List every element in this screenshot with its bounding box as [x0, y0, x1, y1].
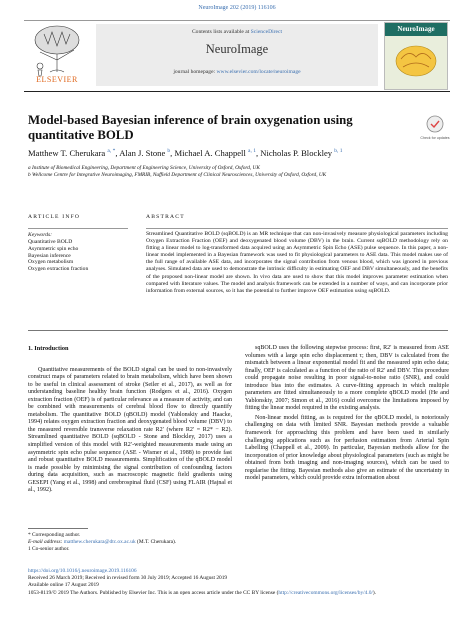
body-paragraph: sqBOLD uses the following stepwise process: first, R2′ is measured from ASE volumes with a large spin echo displacement τ; then, DBV is calculated from the mismatch between a linear exponential model fit and the measured spin echo data; finally, OEF is calculated as a function of the ratio of R2′ and DBV. This procedure could propagate noise resulting in poor signal-to-noise ratio (SNR), and could introduce bias into the estimates. A curve-fitting approach in which multiple parameters are fitted simultaneously to a more complete qBOLD model (He and Yablonskiy, 2007; Simon et al., 2016) could overcome the limitations imposed by fitting the linear model required in the existing analysis. [245, 345, 449, 412]
author-affiliation-link[interactable]: a, 1 [248, 148, 256, 155]
publisher-name: ELSEVIER [36, 75, 78, 84]
elsevier-tree-logo-icon [26, 24, 88, 84]
keyword: Oxygen extraction fraction [28, 266, 89, 273]
abstract-text: Streamlined Quantitative BOLD (sqBOLD) is an MR technique that can non-invasively measure physiological parameters including Oxygen Extraction Fraction (OEF) and deoxygenated blood volume (DBV) in the brain. Current sqBOLD methodology rely on fitting a linear model to log-transformed data acquired using an Asymmetric Spin Echo (ASE) pulse sequence. In this paper, a non-linear model implemented in a Bayesian framework was used to fit physiological parameters to ASE data. This model makes use of the full range of available ASE data, and incorporates the signal contribution from venous blood, which was ignored in previous analyses. Simulated data are used to demonstrate the intrinsic difficulty in estimating OEF and DBV simultaneously, and the benefits of the proposed non-linear model are shown. In vivo data are used to show that this model improves parameter estimation when compared with literature values. The model and analysis framework can be extended in a number of ways, and can incorporate prior information from external sources, so it has the potential to further improve OEF estimation using sqBOLD. [146, 231, 448, 294]
abstract-heading: ABSTRACT [146, 214, 185, 220]
homepage-link[interactable]: www.elsevier.com/locate/neuroimage [216, 69, 301, 75]
article-title: Model-based Bayesian inference of brain oxygenation using quantitative BOLD [28, 113, 353, 142]
author-affiliation-link[interactable]: a, * [107, 148, 116, 155]
affiliation: b Wellcome Centre for Integrative Neuroimaging, FMRIB, Nuffield Department of Clinical Neurosciences, University of Oxford, Oxford, UK [28, 172, 327, 178]
section-heading: 1. Introduction [28, 345, 69, 352]
cosenior-note: 1 Co-senior author. [28, 546, 70, 553]
email-line: E-mail address: matthew.cherukara@dtc.ox.ac.uk (M.T. Cherukara). [28, 539, 177, 546]
keywords-label: Keywords: [28, 232, 53, 238]
license-link[interactable]: http://creativecommons.org/licenses/by/4.0/ [278, 589, 373, 596]
author-name: Nicholas P. Blockley [260, 148, 333, 158]
keyword-list [28, 239, 88, 273]
author-name: Alan J. Stone [119, 148, 166, 158]
keyword: Bayesian inference [28, 252, 71, 259]
keyword: Asymmetric spin echo [28, 245, 79, 252]
doi-link[interactable]: https://doi.org/10.1016/j.neuroimage.2019.116106 [28, 568, 137, 574]
body-paragraph: Non-linear model fitting, as is required for the qBOLD model, is notoriously challenging on data with limited SNR. Bayesian methods provide a valuable framework for approaching this problem and have been used in similarly challenging applications such as for perfusion estimation from Arterial Spin Labelling (Chappell et al., 2009). In particular, Bayesian methods allow for the incorporation of prior knowledge about physiological parameters (such as might be obtained from both imaging and non-imaging sources), which can be used to regularise the fitting. Bayesian methods also give an estimate of the uncertainty in model parameters, which could provide extra information about [245, 414, 449, 482]
divider [28, 528, 88, 529]
body-column-left [28, 345, 232, 497]
corresponding-author-note: * Corresponding author. [28, 532, 81, 538]
sciencedirect-link[interactable]: ScienceDirect [250, 29, 283, 35]
footnotes [28, 532, 176, 554]
author-name: Michael A. Chappell [174, 148, 246, 158]
divider [146, 228, 448, 229]
affiliation: a Institute of Biomedical Engineering, Department of Engineering Science, University of Oxford, Oxford, UK [28, 165, 260, 171]
author-affiliation-link[interactable]: b, 1 [334, 148, 343, 155]
svg-text:Check for updates: Check for updates [420, 136, 450, 140]
journal-header-center [96, 24, 378, 86]
homepage-line: journal homepage: www.elsevier.com/locate/neuroimage [173, 69, 301, 75]
received-dates: Received 26 March 2019; Received in revised form 30 July 2019; Accepted 16 August 2019 [28, 575, 228, 582]
cover-brain-image-icon [391, 41, 441, 79]
keyword: Quantitative BOLD [28, 239, 73, 245]
author-name: Matthew T. Cherukara [28, 148, 106, 158]
journal-cover[interactable] [384, 22, 448, 90]
journal-citation[interactable]: NeuroImage 202 (2019) 116106 [198, 5, 276, 11]
journal-name: NeuroImage [205, 42, 269, 56]
contents-line: Contents lists available at ScienceDirect [191, 29, 283, 35]
author-affiliation-link[interactable]: b [167, 148, 171, 155]
body-paragraph: Quantitative measurements of the BOLD signal can be used to non-invasively construct maps of parameters related to brain metabolism, which have been shown to be useful in clinical assessment of stroke (Seiler et al., 2017), as well as for understanding baseline healthy brain function (Rodgers et al., 2016). Oxygen extraction fraction (OEF) is of particular relevance as a measure of activity, and can be combined with measurements of cerebral blood flow to directly quantify metabolism. The quantitative BOLD (qBOLD) model (Yablonskiy and Haacke, 1994) relates oxygen extraction fraction and deoxygenated blood volume (DBV) to the measured reversible transverse relaxation rate R2′ (where R2′ = R2* − R2). Streamlined quantitative BOLD (sqBOLD - Stone and Blockley, 2017) uses a simplified version of this model with R2′-weighted measurements made using an asymmetric spin echo pulse sequence (ASE - Wismer et al., 1988) to provide fast and robust quantitative BOLD measurements. Simplification of the qBOLD model is made possible by minimising the signal contribution of confounding factors during data acquisition, such as macroscopic magnetic field gradients using GESEPI (Yang et al., 1998) and cerebrospinal fluid (CSF) using FLAIR (Hajnal et al., 1992). [28, 366, 232, 494]
body-column-right [245, 345, 449, 485]
keyword: Oxygen metabolism [28, 259, 74, 266]
divider [28, 228, 128, 229]
divider [28, 330, 448, 331]
author-list: Matthew T. Cherukara $^{a, *}$, Alan J. Stone $^b$, Michael A. Chappell $^{a, 1}$, Nicholas P. Blockley $^{b, 1}$ [28, 148, 343, 158]
cover-title: NeuroImage [385, 23, 447, 36]
check-for-updates-icon[interactable] [420, 114, 450, 142]
online-date: Available online 17 August 2019 [28, 582, 99, 589]
article-info-heading: ARTICLE INFO [28, 214, 81, 220]
license-line: 1053-8119/© 2019 The Authors. Published by Elsevier Inc. This is an open access article under the CC BY license (http://creativecommons.org/licenses/by/4.0/). [28, 589, 377, 596]
publication-info [28, 568, 448, 597]
email-link[interactable]: matthew.cherukara@dtc.ox.ac.uk [63, 539, 136, 546]
